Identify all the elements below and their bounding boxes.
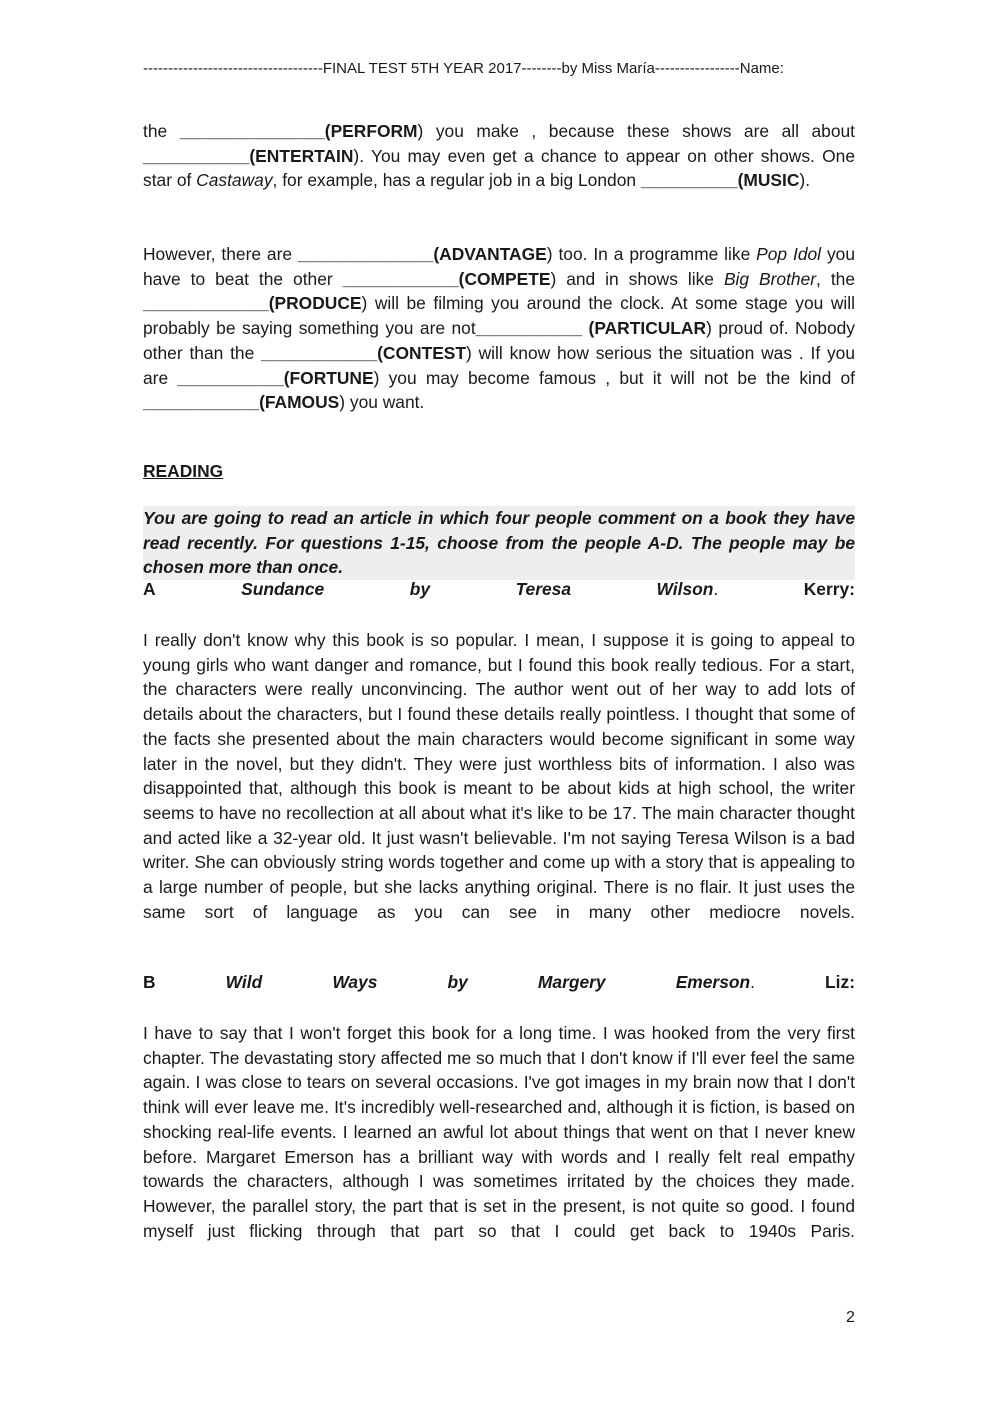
base-word: (PARTICULAR bbox=[582, 318, 707, 339]
blank[interactable]: ______________ bbox=[297, 244, 434, 264]
base-word: (PRODUCE bbox=[268, 293, 362, 314]
base-word: (CONTEST bbox=[377, 342, 467, 363]
paragraph-word-formation-1: the _______________(PERFORM) you make , because these shows are all about ___________(ENTERTAIN). You may even get a chance to appear on other shows. One star of Castaway, for example, has a regular job in a big London __________(MUSIC). bbox=[143, 121, 856, 191]
reading-instructions: You are going to read an article in which four people comment on a book they have read recently. For questions 1-15, choose from the people A-D. The people may be chosen more than once. bbox=[143, 506, 855, 580]
base-word: (MUSIC bbox=[737, 170, 800, 191]
author-first-name: Teresa bbox=[515, 579, 571, 599]
page-number: 2 bbox=[846, 1309, 855, 1326]
blank[interactable]: _______________ bbox=[179, 121, 325, 141]
by-word: by bbox=[409, 579, 431, 599]
base-word: (ADVANTAGE bbox=[433, 244, 547, 264]
blank[interactable]: ____________ bbox=[261, 342, 378, 363]
blank[interactable]: _____________ bbox=[143, 293, 269, 314]
review-letter: A bbox=[143, 579, 156, 599]
by-word: by bbox=[447, 972, 468, 992]
page-header: ------------------------------------FINAL TEST 5TH YEAR 2017--------by Miss María-----------------Name: bbox=[143, 60, 784, 77]
book-title-word-1: Wild bbox=[225, 972, 263, 992]
blank[interactable]: ____________ bbox=[342, 268, 459, 289]
blank[interactable]: __________ bbox=[640, 170, 738, 191]
review-a-text: I really don't know why this book is so popular. I mean, I suppose it is going to appeal to young girls who want danger and romance, but I found this book really tedious. For a start, the characters were really unconvincing. The author went out of her way to add lots of details about the characters, but I found these details really pointless. I thought that some of the facts she presented about the main characters would become significant in some way later in the novel, but they didn't. They were just worthless bits of information. I also was disappointed that, although this book is meant to be about kids at high school, the writer seems to have no recollection at all about what it's like to be 17. The main character thought and acted like a 32-year old. It just wasn't believable. I'm not saying Teresa Wilson is a bad writer. She can obviously string words together and come up with a story that is appealing to a large number of people, but she lacks anything original. There is no flair. It just uses the same sort of language as you can see in many other mediocre novels. bbox=[143, 630, 855, 922]
reviewer-name: Kerry: bbox=[803, 579, 855, 599]
book-title-word-2: Ways bbox=[332, 972, 378, 992]
review-a-header bbox=[143, 579, 855, 600]
author-last-name: Emerson. bbox=[675, 972, 755, 992]
review-b-text: I have to say that I won't forget this book for a long time. I was hooked from the very first chapter. The devastating story affected me so much that I don't know if I'll ever feel the same again. I was close to tears on several occasions. I've got images in my brain now that I don't think will ever leave me. It's incredibly well-researched and, although it is fiction, is based on shocking real-life events. I learned an awful lot about things that went on that I never knew before. Margaret Emerson has a brilliant way with words and I really felt real empathy towards the characters, although I was sometimes irritated by the choices they made. However, the parallel story, the part that is set in the present, is not quite so good. I found myself just flicking through that part so that I could get back to 1940s Paris. bbox=[143, 1023, 855, 1241]
author-last-name: Wilson. bbox=[656, 579, 719, 599]
blank[interactable]: ___________ bbox=[475, 318, 583, 339]
reviewer-name: Liz: bbox=[825, 972, 855, 992]
base-word: (COMPETE bbox=[458, 268, 551, 289]
blank[interactable]: ___________ bbox=[143, 145, 250, 166]
base-word: (FORTUNE bbox=[283, 367, 374, 388]
show-title: Pop Idol bbox=[756, 244, 822, 264]
review-letter: B bbox=[143, 972, 156, 992]
book-title: Sundance bbox=[241, 579, 325, 599]
reading-heading: READING bbox=[143, 461, 224, 481]
review-b-header bbox=[143, 972, 855, 993]
show-title: Big Brother bbox=[723, 268, 817, 289]
base-word: (ENTERTAIN bbox=[249, 145, 354, 166]
blank[interactable]: ____________ bbox=[143, 392, 260, 413]
show-title: Castaway bbox=[196, 170, 273, 191]
base-word: (FAMOUS bbox=[259, 392, 340, 413]
paragraph-word-formation-2: However, there are ______________(ADVANTAGE) too. In a programme like Pop Idol you have to beat the other ____________(COMPETE) and in shows like Big Brother, the _____________(PRODUCE) will be filming you around the clock. At some stage you will probably be saying something you are not___________ (PARTICULAR) proud of. Nobody other than the ____________(CONTEST) will know how serious the situation was . If you are ___________(FORTUNE) you may become famous , but it will not be the kind of ____________(FAMOUS) you want. bbox=[143, 244, 855, 413]
base-word: (PERFORM bbox=[324, 121, 418, 141]
author-first-name: Margery bbox=[537, 972, 606, 992]
blank[interactable]: ___________ bbox=[177, 367, 284, 388]
